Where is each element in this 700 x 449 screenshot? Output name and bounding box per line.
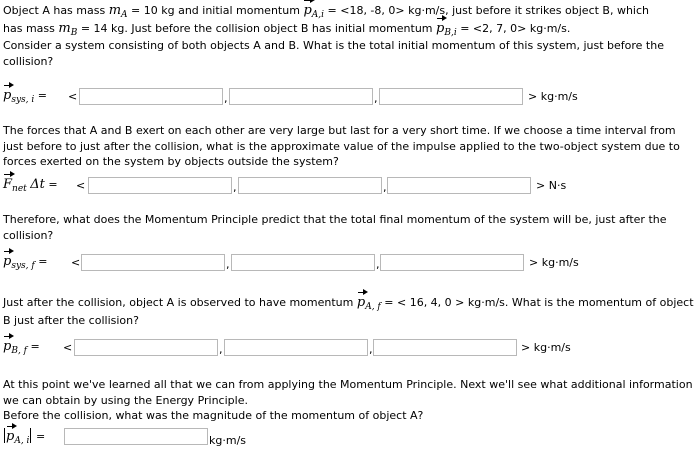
psys-final-z-input[interactable] — [380, 254, 524, 271]
mass-subscript: A — [121, 10, 128, 20]
object-b-final-question — [3, 295, 695, 328]
answer-row-pb-final — [3, 337, 693, 359]
pb-final-x-input[interactable] — [74, 339, 218, 356]
pb-final-z-input[interactable] — [373, 339, 517, 356]
mass-symbol: m — [108, 3, 122, 18]
answer-row-psys-initial — [3, 86, 693, 108]
psys-final-y-input[interactable] — [231, 254, 375, 271]
equation-lhs — [3, 339, 40, 354]
comma: , — [224, 92, 228, 105]
mass-b-value: = 14 kg. Just before the collision object B has initial momentum — [80, 21, 433, 35]
mass-subscript: B — [70, 27, 78, 38]
psys-initial-x-input[interactable] — [79, 88, 223, 105]
equation-lhs — [3, 177, 58, 192]
delta-t-symbol: Δt — [30, 177, 45, 192]
equals-sign: = — [48, 178, 58, 191]
comma: , — [374, 92, 378, 105]
unit-label: > kg·m/s — [528, 90, 578, 103]
equation-subscript: sys, i — [11, 95, 35, 105]
impulse-question — [3, 123, 695, 170]
pb-final-y-input[interactable] — [224, 339, 368, 356]
energy-principle-intro — [3, 377, 695, 424]
momentum-subscript: B,i — [444, 27, 457, 38]
momentum-vector-symbol: p — [3, 88, 12, 103]
equals-sign: = — [37, 89, 47, 102]
statement-text: Object A has mass — [3, 4, 109, 17]
unit-label: > N·s — [536, 179, 567, 192]
abs-bar-right — [30, 428, 31, 443]
abs-bar-left — [4, 428, 5, 443]
equation-lhs — [3, 428, 45, 444]
question-text: Therefore, what does the Momentum Principle predict that the total final momentum of the system will be, just after the collision? — [3, 213, 667, 242]
equation-subscript: sys, f — [11, 261, 35, 271]
momentum-vector-symbol: p — [3, 339, 12, 354]
comma: , — [233, 181, 237, 194]
momentum-a-initial-value: = <18, -8, 0> kg·m/s, just before it strikes object B, which — [327, 4, 650, 17]
equals-sign: = — [38, 255, 48, 268]
momentum-subscript: A, f — [365, 302, 381, 312]
question-text: Just after the collision, object A is observed to have momentum — [3, 296, 354, 309]
question-text: The forces that A and B exert on each other are very large but last for a very short time. If we choose a time interval from just before to just after the collision, what is the approximate value of the impulse applied to the two-object system due to forces exerted on the system by objects outside the system? — [3, 124, 680, 168]
question-text: Consider a system consisting of both objects A and B. What is the total initial momentum of this system, just before the collision? — [3, 39, 664, 68]
unit-label: kg·m/s — [209, 434, 247, 447]
equation-subscript: A, i — [14, 436, 30, 446]
impulse-y-input[interactable] — [238, 177, 382, 194]
comma: , — [369, 343, 373, 356]
comma: , — [226, 258, 230, 271]
intro-text: At this point we've learned all that we can from applying the Momentum Principle. Next we'll see what additional information we can obtain by using the Energy Principle. — [3, 378, 693, 407]
comma: , — [376, 258, 380, 271]
momentum-vector-symbol: p — [6, 429, 15, 444]
impulse-z-input[interactable] — [387, 177, 531, 194]
comma: , — [383, 181, 387, 194]
question-text: = < 16, 4, 0 > kg·m/s. What is the momentum of object B just after the collision? — [3, 296, 694, 327]
answer-row-pa-magnitude — [3, 426, 403, 448]
vector-open-bracket: < — [68, 90, 78, 103]
momentum-vector-symbol: p — [356, 295, 366, 310]
force-vector-symbol: F — [3, 177, 13, 192]
mass-a-value: = 10 kg and initial momentum — [131, 4, 300, 17]
equation-subscript: B, f — [11, 346, 27, 356]
psys-initial-y-input[interactable] — [229, 88, 373, 105]
pa-magnitude-input[interactable] — [64, 428, 208, 445]
mass-symbol: m — [58, 20, 71, 36]
psys-final-x-input[interactable] — [81, 254, 225, 271]
momentum-vector-symbol: p — [436, 20, 445, 36]
momentum-vector-symbol: p — [3, 254, 12, 269]
unit-label: > kg·m/s — [521, 341, 571, 354]
momentum-subscript: A,i — [311, 10, 325, 20]
vector-open-bracket: < — [76, 179, 86, 192]
impulse-x-input[interactable] — [88, 177, 232, 194]
answer-row-impulse — [3, 175, 693, 197]
psys-initial-z-input[interactable] — [379, 88, 523, 105]
unit-label: > kg·m/s — [529, 256, 579, 269]
momentum-b-initial-value: = <2, 7, 0> kg·m/s. — [460, 21, 571, 35]
question-text: Before the collision, what was the magnitude of the momentum of object A? — [3, 409, 424, 422]
vector-open-bracket: < — [63, 341, 73, 354]
comma: , — [219, 343, 223, 356]
equals-sign: = — [35, 430, 46, 443]
statement-text: has mass — [3, 21, 59, 35]
equation-subscript: net — [12, 184, 27, 194]
answer-row-psys-final — [3, 252, 693, 274]
equation-lhs — [3, 254, 47, 269]
equals-sign: = — [30, 340, 40, 353]
equation-lhs — [3, 88, 47, 103]
vector-open-bracket: < — [71, 256, 81, 269]
momentum-vector-symbol: p — [303, 3, 312, 18]
final-momentum-question — [3, 212, 695, 243]
problem-statement — [3, 3, 695, 69]
